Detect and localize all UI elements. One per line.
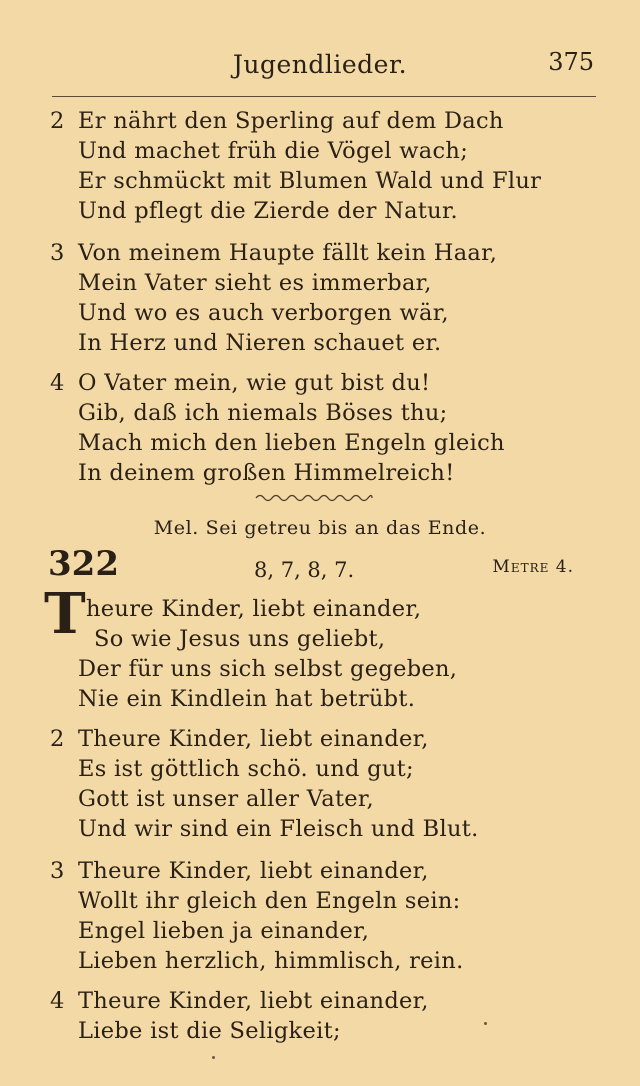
verse-line: Theure Kinder, liebt einander, (78, 988, 429, 1014)
stanza-number: 4 (50, 370, 65, 396)
tune-reference: Metre 4. (492, 557, 574, 577)
hymn-meter: 8, 7, 8, 7. (254, 558, 355, 582)
page-number: 375 (548, 48, 594, 76)
verse-line: Von meinem Haupte fällt kein Haar, (78, 240, 498, 266)
verse-line: Er nährt den Sperling auf dem Dach (78, 108, 504, 134)
verse-line: In Herz und Nieren schauet er. (78, 330, 442, 356)
verse-line: Und machet früh die Vögel wach; (78, 138, 469, 164)
drop-cap: T (44, 581, 86, 647)
verse-line: Theure Kinder, liebt einander, (78, 858, 429, 884)
verse-line: So wie Jesus uns geliebt, (94, 626, 386, 652)
stanza-number: 2 (50, 726, 65, 752)
verse-line: Er schmückt mit Blumen Wald und Flur (78, 168, 542, 194)
verse-line: Liebe ist die Seligkeit; (78, 1018, 341, 1044)
verse-line: Gib, daß ich niemals Böses thu; (78, 400, 448, 426)
running-header: Jugendlieder. (232, 50, 408, 79)
verse-line: Und wir sind ein Fleisch und Blut. (78, 816, 479, 842)
paper-speck (212, 1056, 215, 1059)
verse-line: Lieben herzlich, himmlisch, rein. (78, 948, 464, 974)
verse-line: In deinem großen Himmelreich! (78, 460, 455, 486)
header-rule (52, 96, 596, 97)
ornament-divider (254, 490, 374, 506)
stanza-number: 3 (50, 858, 65, 884)
verse-line: heure Kinder, liebt einander, (86, 596, 422, 622)
paper-speck (484, 1022, 487, 1025)
verse-line: Es ist göttlich schö. und gut; (78, 756, 414, 782)
verse-line: Nie ein Kindlein hat betrübt. (78, 686, 416, 712)
verse-line: Theure Kinder, liebt einander, (78, 726, 429, 752)
verse-line: Und pflegt die Zierde der Natur. (78, 198, 458, 224)
verse-line: Engel lieben ja einander, (78, 918, 370, 944)
stanza-number: 2 (50, 108, 65, 134)
verse-line: Gott ist unser aller Vater, (78, 786, 374, 812)
verse-line: Der für uns sich selbst gegeben, (78, 656, 458, 682)
verse-line: Mach mich den lieben Engeln gleich (78, 430, 505, 456)
verse-line: O Vater mein, wie gut bist du! (78, 370, 431, 396)
verse-line: Und wo es auch verborgen wär, (78, 300, 449, 326)
verse-line: Wollt ihr gleich den Engeln sein: (78, 888, 461, 914)
stanza-number: 4 (50, 988, 65, 1014)
stanza-number: 3 (50, 240, 65, 266)
verse-line: Mein Vater sieht es immerbar, (78, 270, 432, 296)
hymn-number: 322 (48, 544, 119, 584)
melody-note: Mel. Sei getreu bis an das Ende. (153, 517, 487, 539)
